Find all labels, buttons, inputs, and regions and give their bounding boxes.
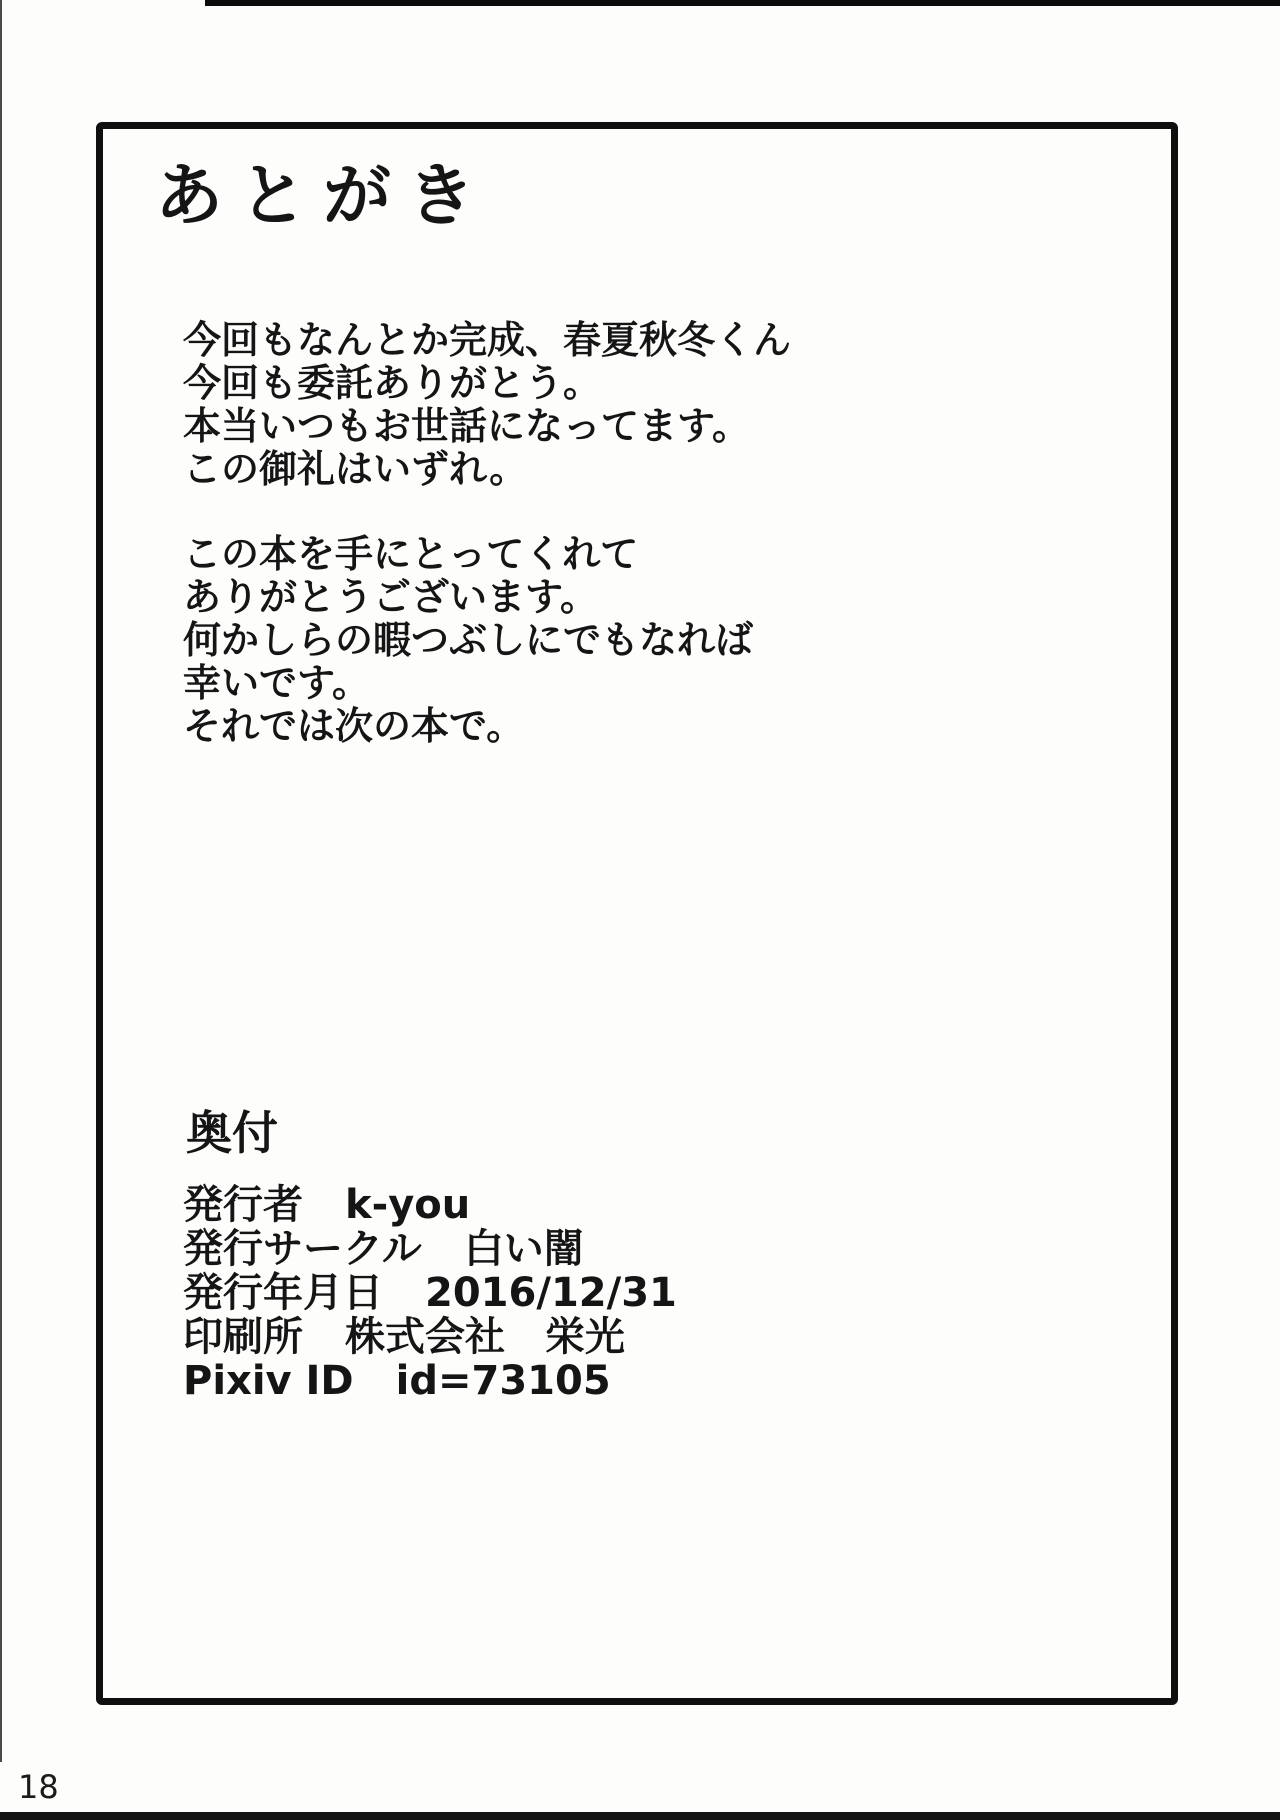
text-line: 何かしらの暇つぶしにでもなれば	[183, 618, 754, 662]
text-line: それでは次の本で。	[183, 704, 525, 748]
text-line: この御礼はいずれ。	[183, 447, 528, 491]
scan-edge-top	[205, 0, 1280, 6]
colophon-label: Pixiv ID	[183, 1358, 354, 1404]
text-line: この本を手にとってくれて	[183, 532, 639, 576]
colophon-value: 2016/12/31	[425, 1270, 677, 1316]
text-line: 幸いです。	[183, 661, 370, 705]
colophon-row-date	[183, 1271, 677, 1315]
colophon-label: 発行サークル	[183, 1226, 422, 1272]
colophon-label: 発行者	[183, 1182, 303, 1228]
scan-edge-left	[0, 0, 2, 1762]
colophon-row-pixiv-id	[183, 1359, 677, 1403]
page-border-frame	[96, 122, 1178, 1705]
colophon-value: 株式会社 栄光	[345, 1314, 625, 1360]
colophon-value: k-you	[345, 1182, 471, 1228]
text-line: 今回もなんとか完成、春夏秋冬くん	[183, 318, 792, 362]
text-line: 今回も委託ありがとう。	[183, 361, 602, 405]
colophon-row-circle	[183, 1227, 677, 1271]
colophon-block	[183, 1183, 677, 1403]
colophon-label: 発行年月日	[183, 1270, 383, 1316]
colophon-heading: 奥付	[186, 1106, 278, 1160]
colophon-row-printer	[183, 1315, 677, 1359]
text-line: 本当いつもお世話になってます。	[183, 404, 750, 448]
colophon-value: id=73105	[395, 1358, 611, 1404]
afterword-paragraph-1	[183, 319, 791, 491]
colophon-label: 印刷所	[183, 1314, 303, 1360]
text-line: ありがとうございます。	[183, 575, 598, 619]
scan-edge-bottom	[0, 1812, 1280, 1820]
colophon-row-publisher	[183, 1183, 677, 1227]
afterword-paragraph-2	[183, 533, 753, 748]
colophon-value: 白い闇	[463, 1226, 584, 1272]
afterword-title: あとがき	[155, 156, 492, 236]
page-number: 18	[18, 1768, 59, 1806]
